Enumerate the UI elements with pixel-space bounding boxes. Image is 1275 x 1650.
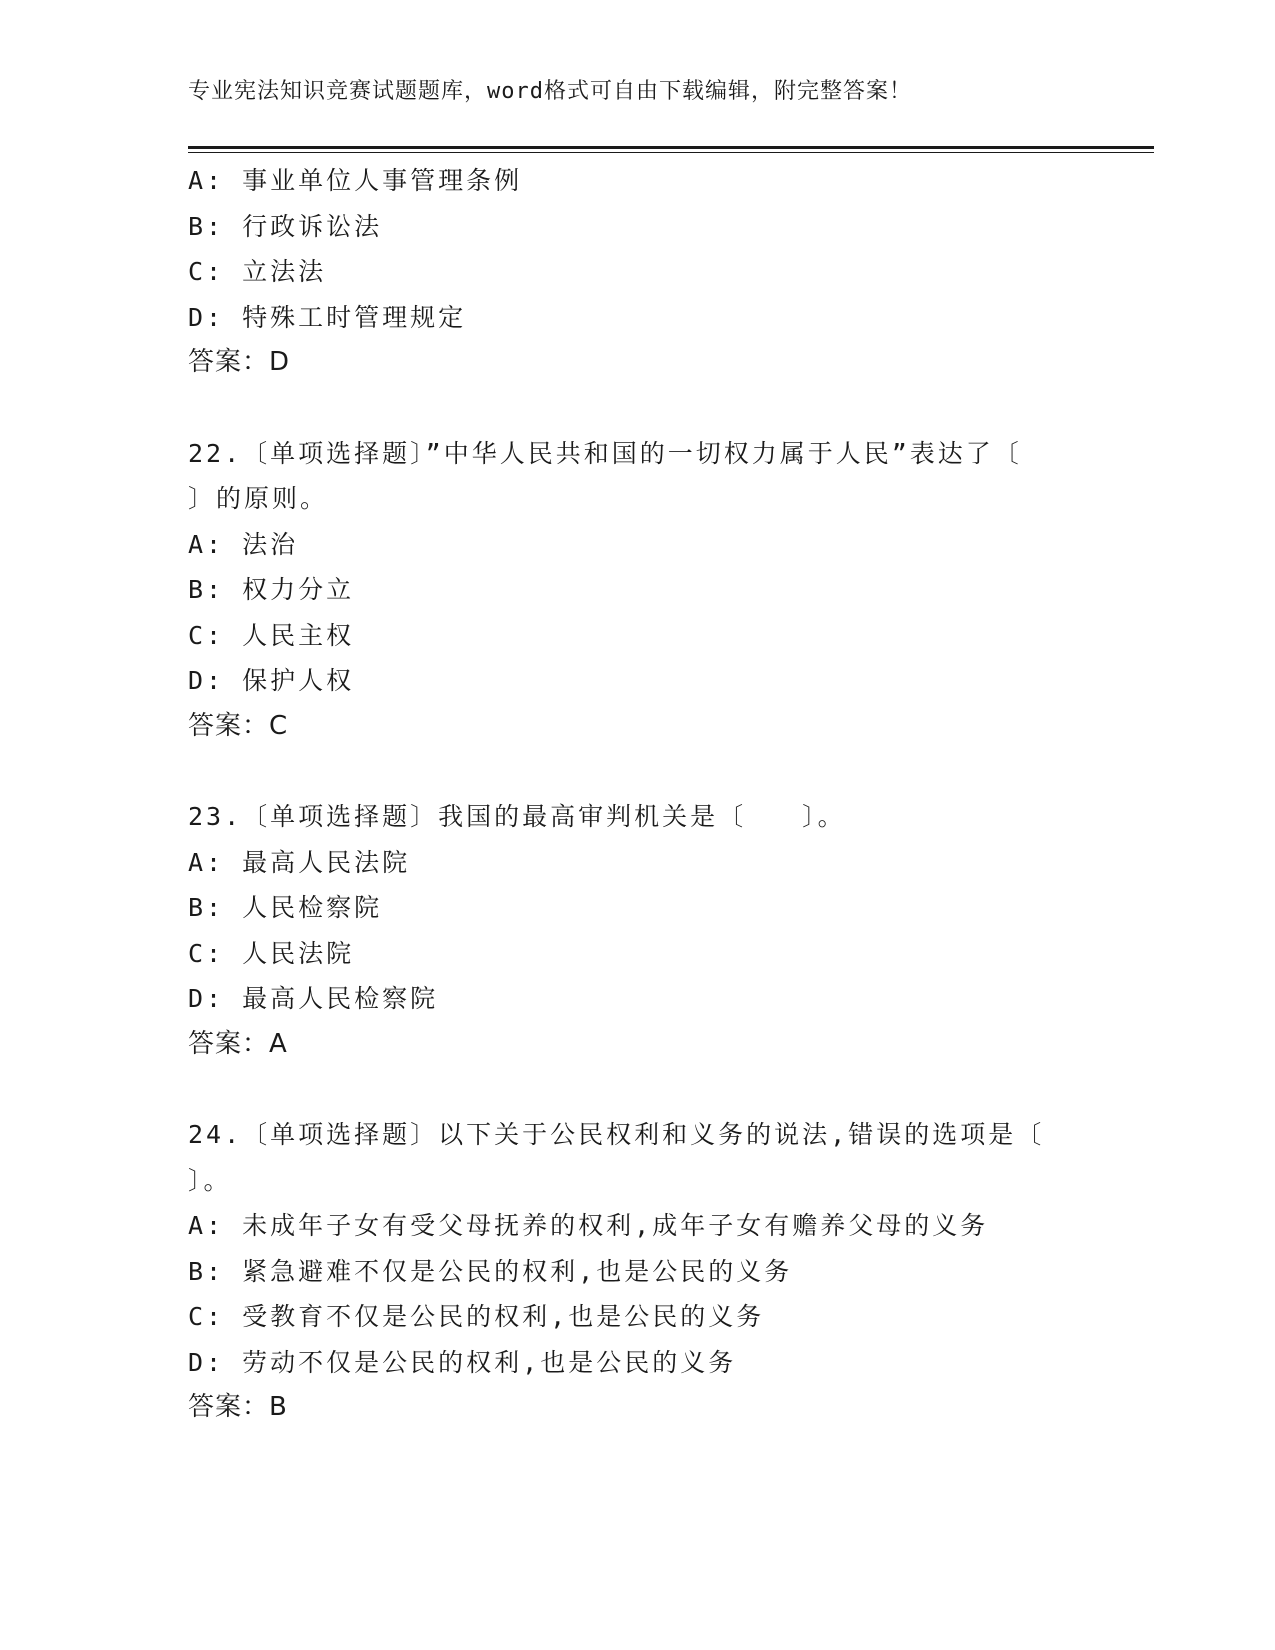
spacer <box>188 749 1088 794</box>
answer-label: 答案：B <box>188 1392 288 1422</box>
question-stem: 22.〔单项选择题〕”中华人民共和国的一切权力属于人民”表达了〔 <box>188 438 1022 468</box>
question-stem-continued: 〕。 <box>188 1165 232 1195</box>
option-c: C: 立法法 <box>188 257 327 286</box>
question-stem: 24.〔单项选择题〕以下关于公民权利和义务的说法,错误的选项是〔 <box>188 1120 1045 1149</box>
header-divider-thin <box>188 152 1154 153</box>
option-a: A: 未成年子女有受父母抚养的权利,成年子女有赡养父母的义务 <box>188 1211 989 1240</box>
option-d: D: 保护人权 <box>188 666 355 695</box>
question-block-21 <box>188 158 1088 386</box>
question-stem-continued: 〕的原则。 <box>188 484 329 513</box>
page-header-title: 专业宪法知识竞赛试题题库，word格式可自由下载编辑，附完整答案！ <box>188 79 912 104</box>
question-stem: 23.〔单项选择题〕我国的最高审判机关是〔 〕。 <box>188 802 846 831</box>
option-a: A: 事业单位人事管理条例 <box>188 166 523 195</box>
option-b: B: 紧急避难不仅是公民的权利,也是公民的义务 <box>188 1256 793 1286</box>
option-c: C: 受教育不仅是公民的权利,也是公民的义务 <box>188 1302 765 1331</box>
option-a: A: 最高人民法院 <box>188 847 411 877</box>
answer-label: 答案：A <box>188 1028 288 1059</box>
question-block-22 <box>188 431 1088 750</box>
spacer <box>188 386 1088 431</box>
question-block-23 <box>188 794 1088 1067</box>
option-b: B: 权力分立 <box>188 575 355 604</box>
option-a: A: 法治 <box>188 529 299 559</box>
spacer <box>188 1067 1088 1112</box>
option-d: D: 最高人民检察院 <box>188 984 439 1013</box>
option-b: B: 行政诉讼法 <box>188 211 383 241</box>
question-block-24 <box>188 1112 1088 1431</box>
option-d: D: 劳动不仅是公民的权利,也是公民的义务 <box>188 1347 737 1377</box>
answer-label: 答案：D <box>188 347 291 377</box>
header-divider-thick <box>188 146 1154 149</box>
option-c: C: 人民法院 <box>188 938 355 968</box>
answer-label: 答案：C <box>188 710 289 741</box>
option-c: C: 人民主权 <box>188 620 355 650</box>
option-d: D: 特殊工时管理规定 <box>188 302 467 332</box>
option-b: B: 人民检察院 <box>188 893 383 922</box>
question-list <box>188 158 1088 1431</box>
